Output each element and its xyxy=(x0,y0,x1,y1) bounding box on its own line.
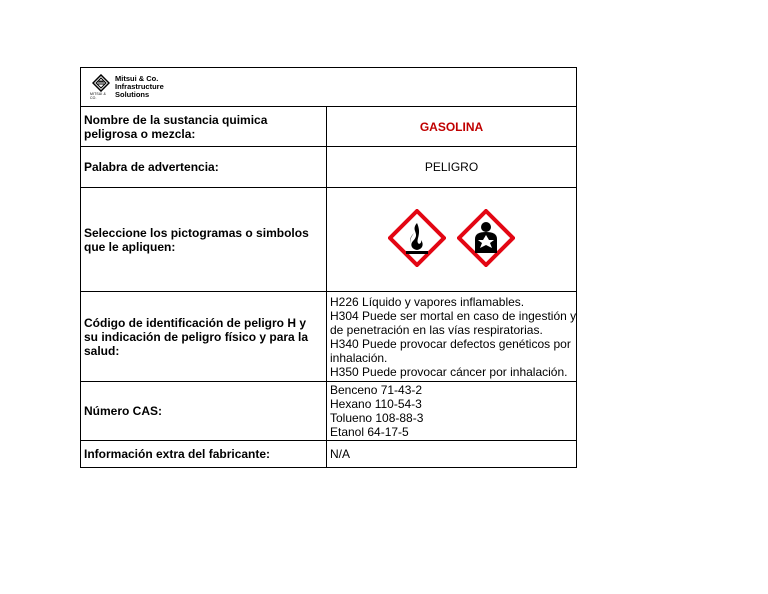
hazard-codes-cell xyxy=(327,292,577,382)
hazard-line: H226 Líquido y vapores inflamables. xyxy=(330,294,525,309)
substance-row xyxy=(81,107,577,147)
extra-info-row xyxy=(81,441,577,468)
logo-line: Mitsui & Co. xyxy=(115,74,159,83)
hazard-line: de penetración en las vías respiratorias. xyxy=(330,322,543,337)
extra-info-value: N/A xyxy=(327,441,577,468)
pictograms-cell xyxy=(327,188,577,292)
substance-value: GASOLINA xyxy=(327,107,577,147)
hazard-line: inhalación. xyxy=(330,350,388,365)
company-logo xyxy=(84,74,573,100)
logo-caption: MITSUI & CO. xyxy=(90,92,106,100)
flame-pictogram-icon xyxy=(388,209,446,270)
hazard-codes-row xyxy=(81,292,577,382)
header-row xyxy=(81,68,577,107)
pictograms-row xyxy=(81,188,577,292)
signal-word-row xyxy=(81,147,577,188)
cas-cell xyxy=(327,382,577,441)
cas-line: Tolueno 108-88-3 xyxy=(330,411,424,425)
safety-label-table xyxy=(80,67,577,468)
logo-wordmark xyxy=(115,75,164,99)
hazard-line: H340 Puede provocar defectos genéticos por xyxy=(330,336,571,351)
cas-row xyxy=(81,382,577,441)
signal-word-value: PELIGRO xyxy=(327,147,577,188)
hazard-line: H304 Puede ser mortal en caso de ingestión y xyxy=(330,308,577,323)
cas-line: Etanol 64-17-5 xyxy=(330,425,409,439)
pictograms-label: Seleccione los pictogramas o simbolos que le apliquen: xyxy=(81,188,327,292)
cas-line: Benceno 71-43-2 xyxy=(330,383,423,397)
logo-line: Infrastructure xyxy=(115,82,164,91)
substance-label: Nombre de la sustancia quimica peligrosa o mezcla: xyxy=(81,107,327,147)
signal-word-label: Palabra de advertencia: xyxy=(81,147,327,188)
health-hazard-pictogram-icon xyxy=(457,209,515,270)
hazard-codes-label: Código de identificación de peligro H y su indicación de peligro físico y para la salud: xyxy=(81,292,327,382)
logo-line: Solutions xyxy=(115,90,150,99)
cas-label: Número CAS: xyxy=(81,382,327,441)
cas-line: Hexano 110-54-3 xyxy=(330,397,422,411)
logo-cell xyxy=(81,68,577,107)
hazard-line: H350 Puede provocar cáncer por inhalación. xyxy=(330,364,568,379)
extra-info-label: Información extra del fabricante: xyxy=(81,441,327,468)
mitsui-logo-icon xyxy=(90,74,112,100)
